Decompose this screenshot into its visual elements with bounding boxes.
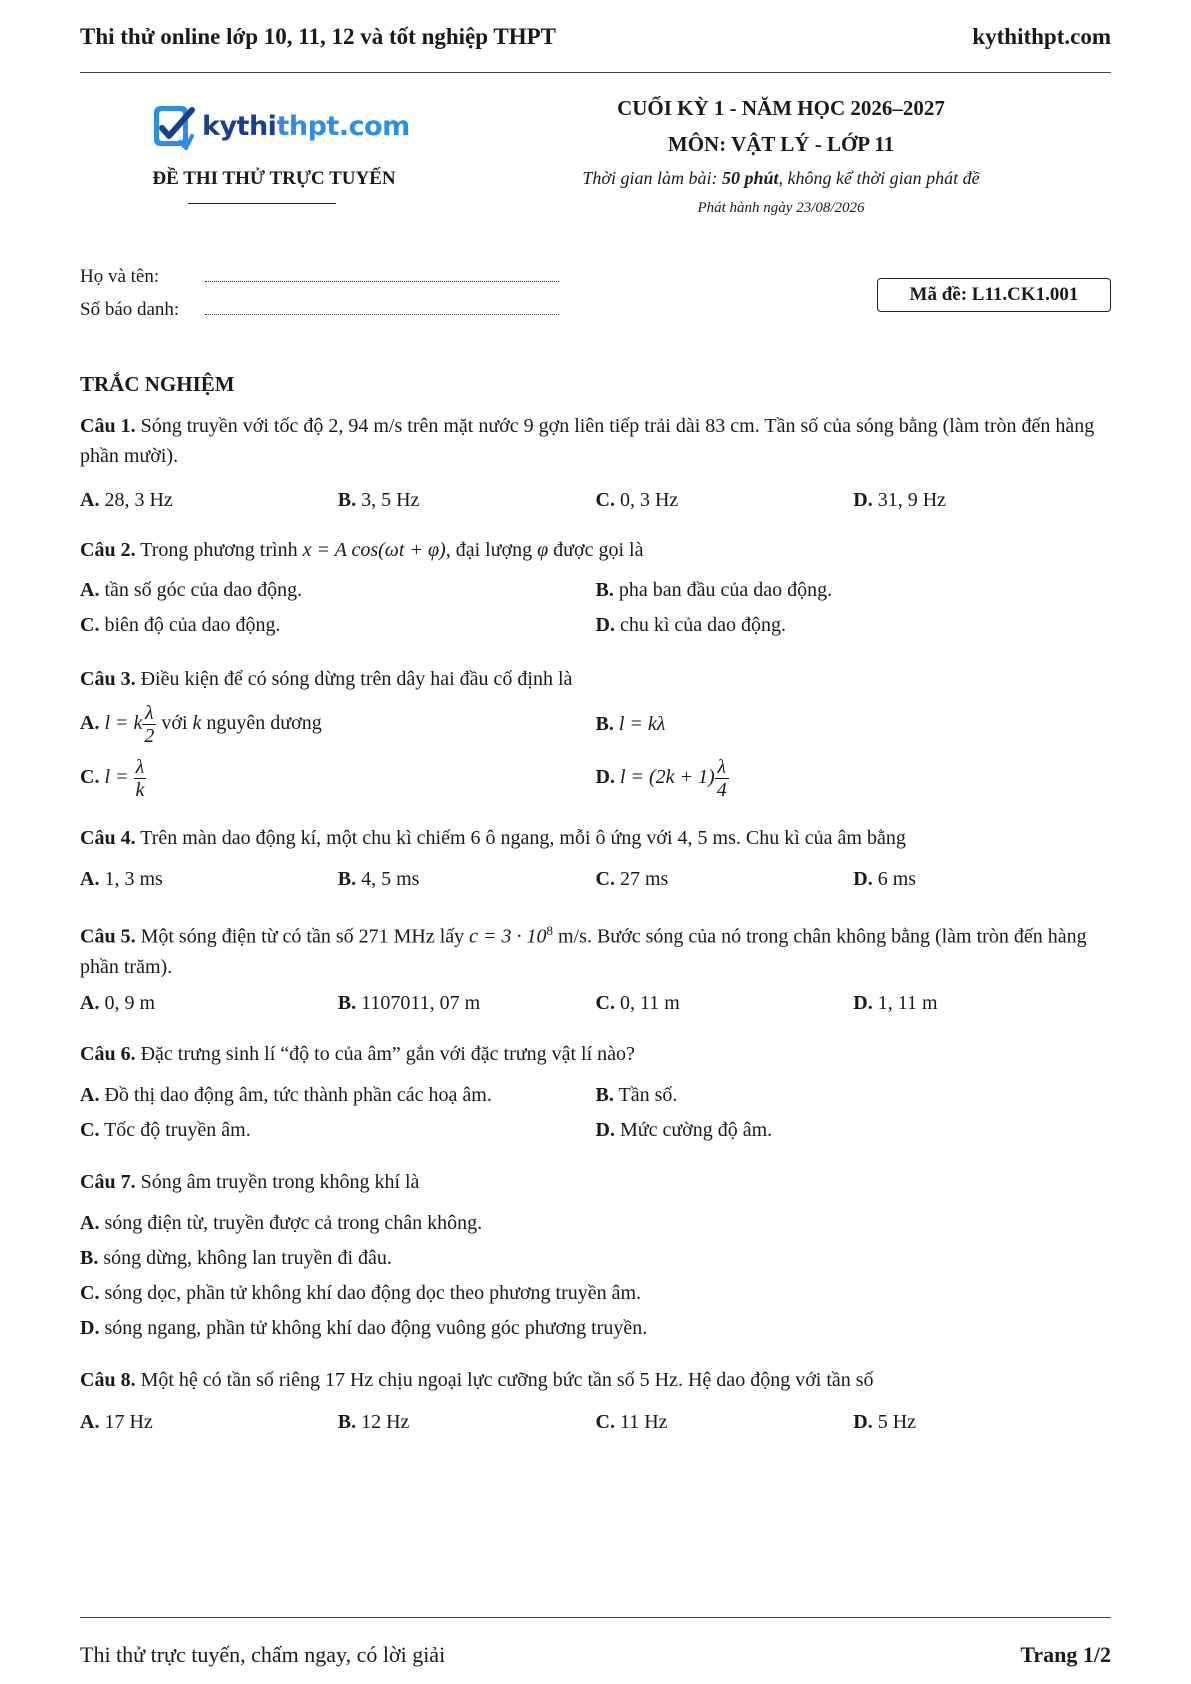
exam-title: CUỐI KỲ 1 - NĂM HỌC 2026–2027 — [617, 96, 945, 120]
option-d[interactable]: D. 6 ms — [853, 868, 917, 890]
option-a[interactable]: A. 28, 3 Hz — [80, 489, 173, 511]
option-c[interactable]: C. biên độ của dao động. — [80, 614, 281, 636]
option-a[interactable]: A. Đồ thị dao động âm, tức thành phần các hoạ âm. — [80, 1084, 492, 1106]
option-b[interactable]: B. l = kλ — [595, 712, 666, 735]
question-3-options-row2 — [80, 752, 1111, 804]
option-b[interactable]: B. 1107011, 07 m — [337, 992, 481, 1014]
id-field[interactable] — [80, 299, 559, 321]
name-label: Họ và tên: — [80, 266, 160, 287]
header-site-link[interactable]: kythithpt.com — [972, 24, 1111, 49]
option-b[interactable]: B. 4, 5 ms — [337, 868, 420, 890]
page-number: Trang 1/2 — [1020, 1642, 1111, 1667]
option-b[interactable]: B. Tần số. — [595, 1084, 678, 1106]
option-b[interactable]: B. 3, 5 Hz — [337, 489, 420, 511]
site-logo[interactable] — [150, 102, 410, 150]
header-divider — [80, 72, 1111, 73]
option-d[interactable]: D. Mức cường độ âm. — [595, 1119, 773, 1141]
option-d[interactable]: D. 1, 11 m — [853, 992, 938, 1014]
question-6: Câu 6. Đặc trưng sinh lí “độ to của âm” gắn với đặc trưng vật lí nào? — [80, 1043, 635, 1065]
exam-code-box: Mã đề: L11.CK1.001 — [877, 278, 1111, 312]
fraction: $\frac{\lambda}{k}$ — [135, 755, 145, 801]
exam-time: Thời gian làm bài: 50 phút, không kể thời gian phát đề — [582, 168, 980, 188]
option-c[interactable]: C. sóng dọc, phần tử không khí dao động dọc theo phương truyền âm. — [80, 1282, 642, 1304]
question-5: Câu 5. Một sóng điện từ có tần số 271 MHz lấy $c = 3 \cdot 10^8$ m/s. Bước sóng của nó trong chân không bằng (làm tròn đến hàng phần trăm). — [80, 923, 1087, 978]
option-b[interactable]: B. sóng dừng, không lan truyền đi đâu. — [80, 1247, 392, 1269]
option-b[interactable]: B. pha ban đầu của dao động. — [595, 579, 833, 601]
question-5-options — [80, 992, 1111, 1015]
option-a[interactable]: A. 1, 3 ms — [80, 868, 163, 890]
exam-issue-date: Phát hành ngày 23/08/2026 — [697, 200, 865, 216]
question-4: Câu 4. Trên màn dao động kí, một chu kì chiếm 6 ô ngang, mỗi ô ứng với 4, 5 ms. Chu kì của âm bằng — [80, 827, 906, 849]
header-title: Thi thử online lớp 10, 11, 12 và tốt nghiệp THPT — [80, 24, 556, 49]
option-c[interactable]: C. 11 Hz — [595, 1411, 668, 1433]
option-c[interactable]: C. 0, 11 m — [595, 992, 680, 1014]
exam-page — [80, 0, 1111, 1684]
exam-subject: MÔN: VẬT LÝ - LỚP 11 — [667, 132, 895, 156]
question-6-options-row1 — [80, 1084, 1111, 1107]
exam-heading — [550, 96, 1012, 217]
exam-type-underline — [188, 203, 336, 204]
section-title: TRẮC NGHIỆM — [80, 372, 235, 396]
question-8-options — [80, 1411, 1111, 1434]
option-d[interactable]: D. 5 Hz — [853, 1411, 917, 1433]
name-field[interactable] — [80, 266, 559, 288]
option-d[interactable]: D. chu kì của dao động. — [595, 614, 787, 636]
option-a[interactable]: A. tần số góc của dao động. — [80, 579, 303, 601]
question-6-options-row2 — [80, 1119, 1111, 1142]
footer-tagline: Thi thử trực tuyến, chấm ngay, có lời giải — [80, 1642, 446, 1667]
question-4-options — [80, 868, 1111, 891]
exam-type-label: ĐỀ THI THỬ TRỰC TUYẾN — [152, 168, 396, 189]
footer-divider — [80, 1617, 1111, 1618]
name-input-line[interactable] — [205, 271, 559, 282]
logo-check-icon — [150, 102, 198, 150]
logo-wordmark: kythithpt.com — [202, 110, 410, 142]
question-8: Câu 8. Một hệ có tần số riêng 17 Hz chịu ngoại lực cưỡng bức tần số 5 Hz. Hệ dao động với tần số — [80, 1369, 874, 1391]
top-header — [80, 24, 1111, 50]
question-1-options — [80, 489, 1111, 512]
option-c[interactable]: C. 0, 3 Hz — [595, 489, 679, 511]
option-a[interactable]: A. l = k $\frac{\lambda}{2}$ với k nguyên dương — [80, 701, 322, 747]
question-2-options-row1 — [80, 579, 1111, 602]
question-3-options-row1 — [80, 698, 1111, 750]
option-d[interactable]: D. l = (2k + 1) $\frac{\lambda}{4}$ — [595, 755, 727, 801]
option-a[interactable]: A. 0, 9 m — [80, 992, 156, 1014]
fraction: $\frac{\lambda}{4}$ — [716, 755, 727, 801]
fraction: $\frac{\lambda}{2}$ — [144, 701, 155, 747]
question-1: Câu 1. Sóng truyền với tốc độ 2, 94 m/s trên mặt nước 9 gợn liên tiếp trải dài 83 cm. Tần số của sóng bằng (làm tròn đến hàng phần mười). — [80, 415, 1095, 467]
page-footer — [80, 1642, 1111, 1668]
question-3: Câu 3. Điều kiện để có sóng dừng trên dây hai đầu cố định là — [80, 668, 573, 690]
option-c[interactable]: C. l = $\frac{\lambda}{k}$ — [80, 755, 145, 801]
id-label: Số báo danh: — [80, 299, 180, 320]
question-2: Câu 2. Trong phương trình x = A cos(ωt + φ), đại lượng φ được gọi là — [80, 539, 644, 561]
option-a[interactable]: A. 17 Hz — [80, 1411, 153, 1433]
option-c[interactable]: C. 27 ms — [595, 868, 669, 890]
option-c[interactable]: C. Tốc độ truyền âm. — [80, 1119, 251, 1141]
option-b[interactable]: B. 12 Hz — [337, 1411, 410, 1433]
id-input-line[interactable] — [205, 304, 559, 315]
option-a[interactable]: A. sóng điện từ, truyền được cả trong chân không. — [80, 1212, 483, 1234]
option-d[interactable]: D. 31, 9 Hz — [853, 489, 947, 511]
question-7: Câu 7. Sóng âm truyền trong không khí là — [80, 1171, 420, 1193]
option-d[interactable]: D. sóng ngang, phần tử không khí dao động vuông góc phương truyền. — [80, 1317, 648, 1339]
question-2-options-row2 — [80, 614, 1111, 637]
